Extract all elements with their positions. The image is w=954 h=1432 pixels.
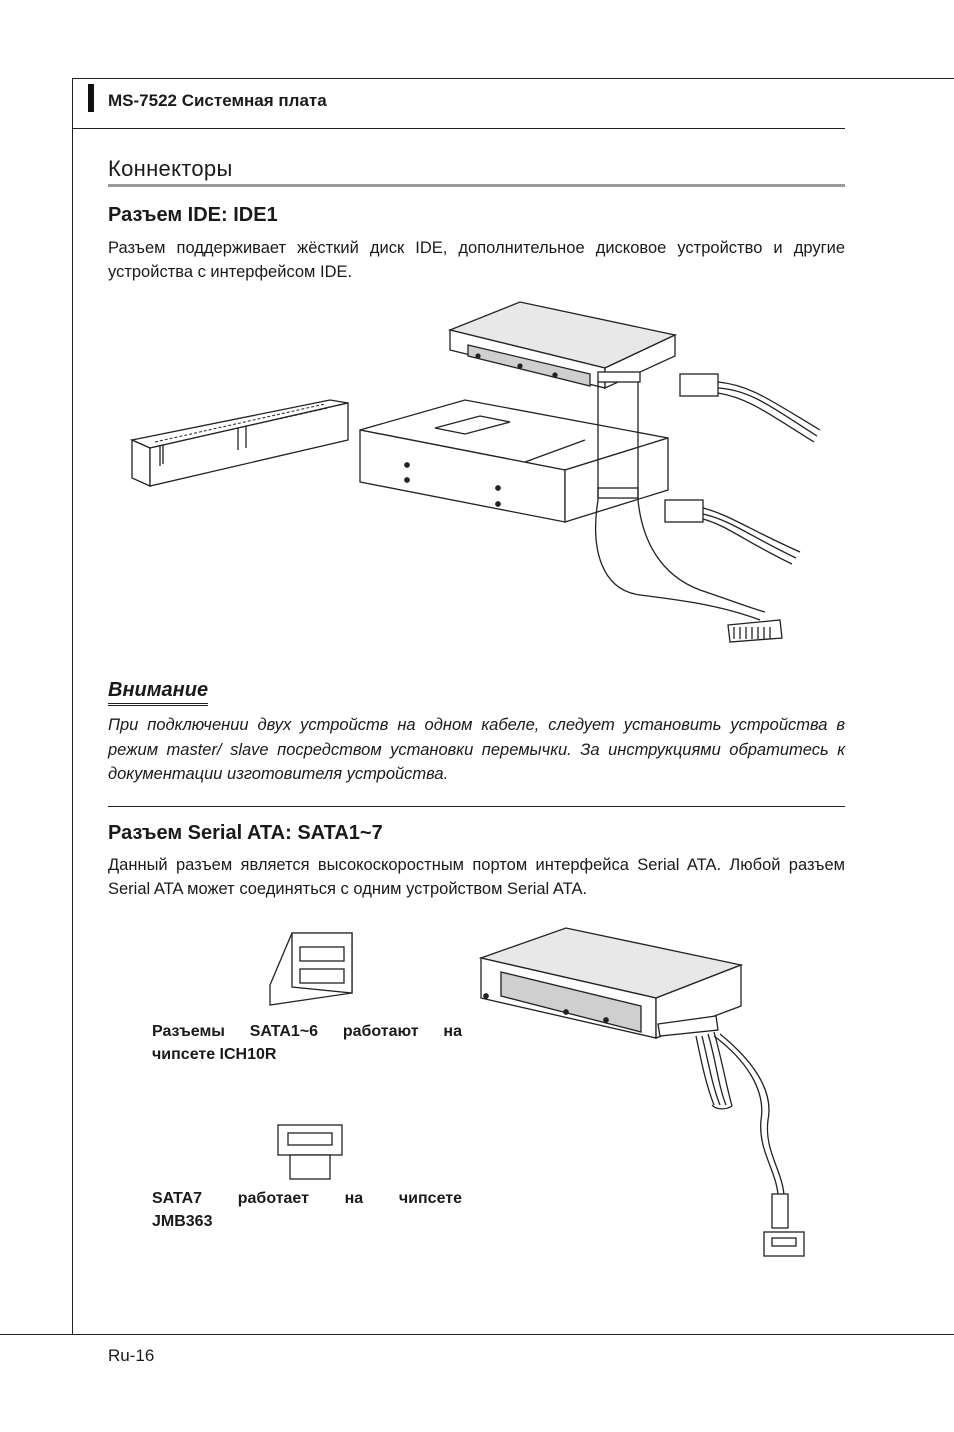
ide-connection-illustration <box>120 290 840 660</box>
page-number: Ru-16 <box>108 1346 155 1365</box>
sata-heading: Разъем Serial ATA: SATA1~7 <box>108 822 383 844</box>
header-marker <box>88 84 94 112</box>
note-text: При подключении двух устройств на одном кабеле, следует установить устройства в режим master/ slave посредством установки перемычки. За инструкциями обратитесь к документации изготовителя устройства. <box>108 716 845 783</box>
sata-caption-1-line-2: чипсете ICH10R <box>152 1046 277 1063</box>
note-heading: Внимание <box>108 678 208 706</box>
ide-heading: Разъем IDE: IDE1 <box>108 204 278 226</box>
sata-drive-illustration <box>476 920 816 1260</box>
sata-caption-1-line-1: Разъемы SATA1~6 работают на <box>152 1023 462 1040</box>
ide-description: Разъем поддерживает жёсткий диск IDE, дополнительное дисковое устройство и другие устройства с интерфейсом IDE. <box>108 239 845 281</box>
sata-caption-2-line-1: SATA7 работает на чипсете <box>152 1190 462 1207</box>
section-divider <box>108 184 845 187</box>
frame-left-line <box>72 78 73 1335</box>
sata-caption-2-line-2: JMB363 <box>152 1213 213 1230</box>
frame-bottom-line <box>0 1334 954 1335</box>
sata-single-connector-illustration <box>270 1115 350 1185</box>
page-header-title: MS-7522 Системная плата <box>108 91 327 110</box>
sata-description: Данный разъем является высокоскоростным портом интерфейса Serial ATA. Любой разъем Serial ATA может соединяться с одним устройством Serial ATA. <box>108 856 845 898</box>
header-divider <box>72 128 845 129</box>
section-separator <box>108 806 845 807</box>
sata-dual-connector-illustration <box>262 925 362 1015</box>
frame-top-line <box>72 78 954 79</box>
section-title: Коннекторы <box>108 156 233 181</box>
